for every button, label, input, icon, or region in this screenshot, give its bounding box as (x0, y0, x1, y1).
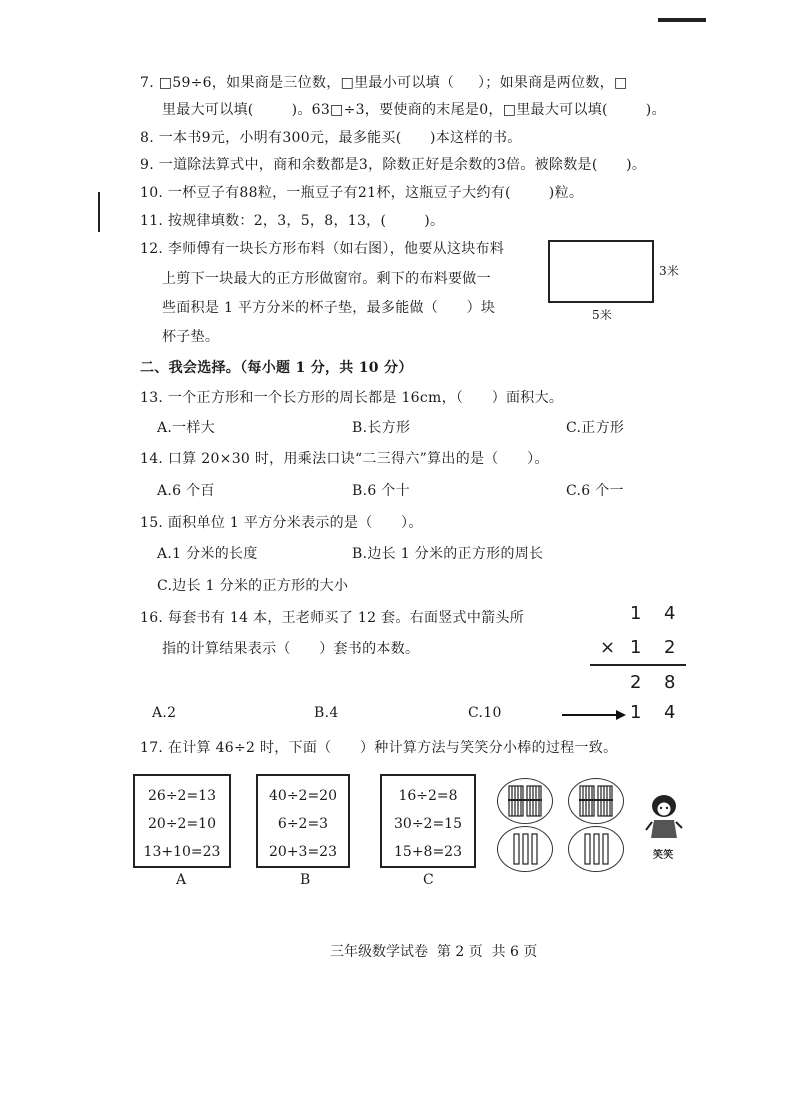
option-box-a (133, 774, 231, 868)
option-box-c-label: C (423, 872, 435, 888)
xiaoxiao-character-icon (644, 792, 684, 844)
box-line: 26÷2=13 (148, 788, 216, 804)
box-line: 13+10=23 (143, 844, 221, 860)
fabric-width-label: 5米 (592, 308, 613, 322)
calc-rule (590, 664, 686, 666)
question-14-option-b: B.6 个十 (352, 483, 410, 499)
question-7-line-2: 里最大可以填( )。63□÷3，要使商的末尾是0，□里最大可以填( )。 (162, 102, 666, 118)
question-13-option-c: C.正方形 (566, 420, 625, 436)
scan-mark-left (98, 192, 100, 232)
ten-stick-bundles-icon (507, 784, 543, 818)
calc-digit: 2 (664, 637, 676, 658)
question-16-line-1: 16. 每套书有 14 本，王老师买了 12 套。右面竖式中箭头所 (140, 610, 525, 626)
question-11: 11. 按规律填数：2，3，5，8，13，( )。 (140, 213, 445, 229)
option-box-c (380, 774, 476, 868)
question-12-line-2: 上剪下一块最大的正方形做窗帘。剩下的布料要做一 (162, 271, 491, 287)
question-13: 13. 一个正方形和一个长方形的周长都是 16cm，（ ）面积大。 (140, 390, 564, 406)
single-sticks-icon (512, 832, 540, 866)
question-10: 10. 一杯豆子有88粒，一瓶豆子有21杯，这瓶豆子大约有( )粒。 (140, 185, 584, 201)
question-13-option-b: B.长方形 (352, 420, 411, 436)
question-16-option-b: B.4 (314, 705, 339, 721)
section-2-heading: 二、我会选择。（每小题 1 分，共 10 分） (140, 360, 413, 376)
box-line: 30÷2=15 (394, 816, 462, 832)
option-box-b-label: B (300, 872, 311, 888)
question-12-line-4: 杯子垫。 (162, 329, 220, 345)
arrow-icon (562, 708, 628, 722)
calc-digit: 2 (630, 672, 642, 693)
box-line: 16÷2=8 (398, 788, 458, 804)
page-footer: 三年级数学试卷 第 2 页 共 6 页 (330, 944, 538, 960)
question-12-line-1: 12. 李师傅有一块长方形布料（如右图），他要从这块布料 (140, 241, 505, 257)
box-line: 40÷2=20 (269, 788, 337, 804)
question-13-option-a: A.一样大 (157, 420, 216, 436)
scan-mark-top-right (658, 18, 706, 22)
question-15-option-a: A.1 分米的长度 (157, 546, 258, 562)
calc-digit: 1 (630, 637, 642, 658)
calc-digit: 4 (664, 603, 676, 624)
calc-digit: 8 (664, 672, 676, 693)
calc-digit: 1 (630, 702, 642, 723)
fabric-rectangle (548, 240, 654, 303)
single-sticks-icon (583, 832, 611, 866)
ten-stick-bundles-icon (578, 784, 614, 818)
calc-times-sign: × (600, 637, 616, 658)
option-box-b (256, 774, 350, 868)
question-15-option-c: C.边长 1 分米的正方形的大小 (157, 578, 349, 594)
calc-digit: 4 (664, 702, 676, 723)
question-16-option-a: A.2 (152, 705, 177, 721)
question-15-option-b: B.边长 1 分米的正方形的周长 (352, 546, 544, 562)
question-14-option-c: C.6 个一 (566, 483, 624, 499)
character-name: 笑笑 (653, 850, 674, 861)
question-17: 17. 在计算 46÷2 时，下面（ ）种计算方法与笑笑分小棒的过程一致。 (140, 740, 618, 756)
question-9: 9. 一道除法算式中，商和余数都是3，除数正好是余数的3倍。被除数是( )。 (140, 157, 647, 173)
question-14-option-a: A.6 个百 (157, 483, 215, 499)
box-line: 15+8=23 (394, 844, 462, 860)
box-line: 20÷2=10 (148, 816, 216, 832)
question-16-option-c: C.10 (468, 705, 502, 721)
box-line: 20+3=23 (269, 844, 337, 860)
calc-digit: 1 (630, 603, 642, 624)
box-line: 6÷2=3 (277, 816, 329, 832)
question-15: 15. 面积单位 1 平方分米表示的是（ ）。 (140, 515, 423, 531)
question-7-line-1: 7. □59÷6，如果商是三位数，□里最小可以填（ ）；如果商是两位数，□ (140, 75, 628, 91)
fabric-height-label: 3米 (659, 264, 680, 278)
question-12-line-3: 些面积是 1 平方分米的杯子垫，最多能做（ ）块 (162, 300, 496, 316)
question-14: 14. 口算 20×30 时，用乘法口诀“二三得六”算出的是（ ）。 (140, 451, 549, 467)
question-8: 8. 一本书9元，小明有300元，最多能买( )本这样的书。 (140, 130, 522, 146)
option-box-a-label: A (176, 872, 187, 888)
question-16-line-2: 指的计算结果表示（ ）套书的本数。 (162, 641, 420, 657)
